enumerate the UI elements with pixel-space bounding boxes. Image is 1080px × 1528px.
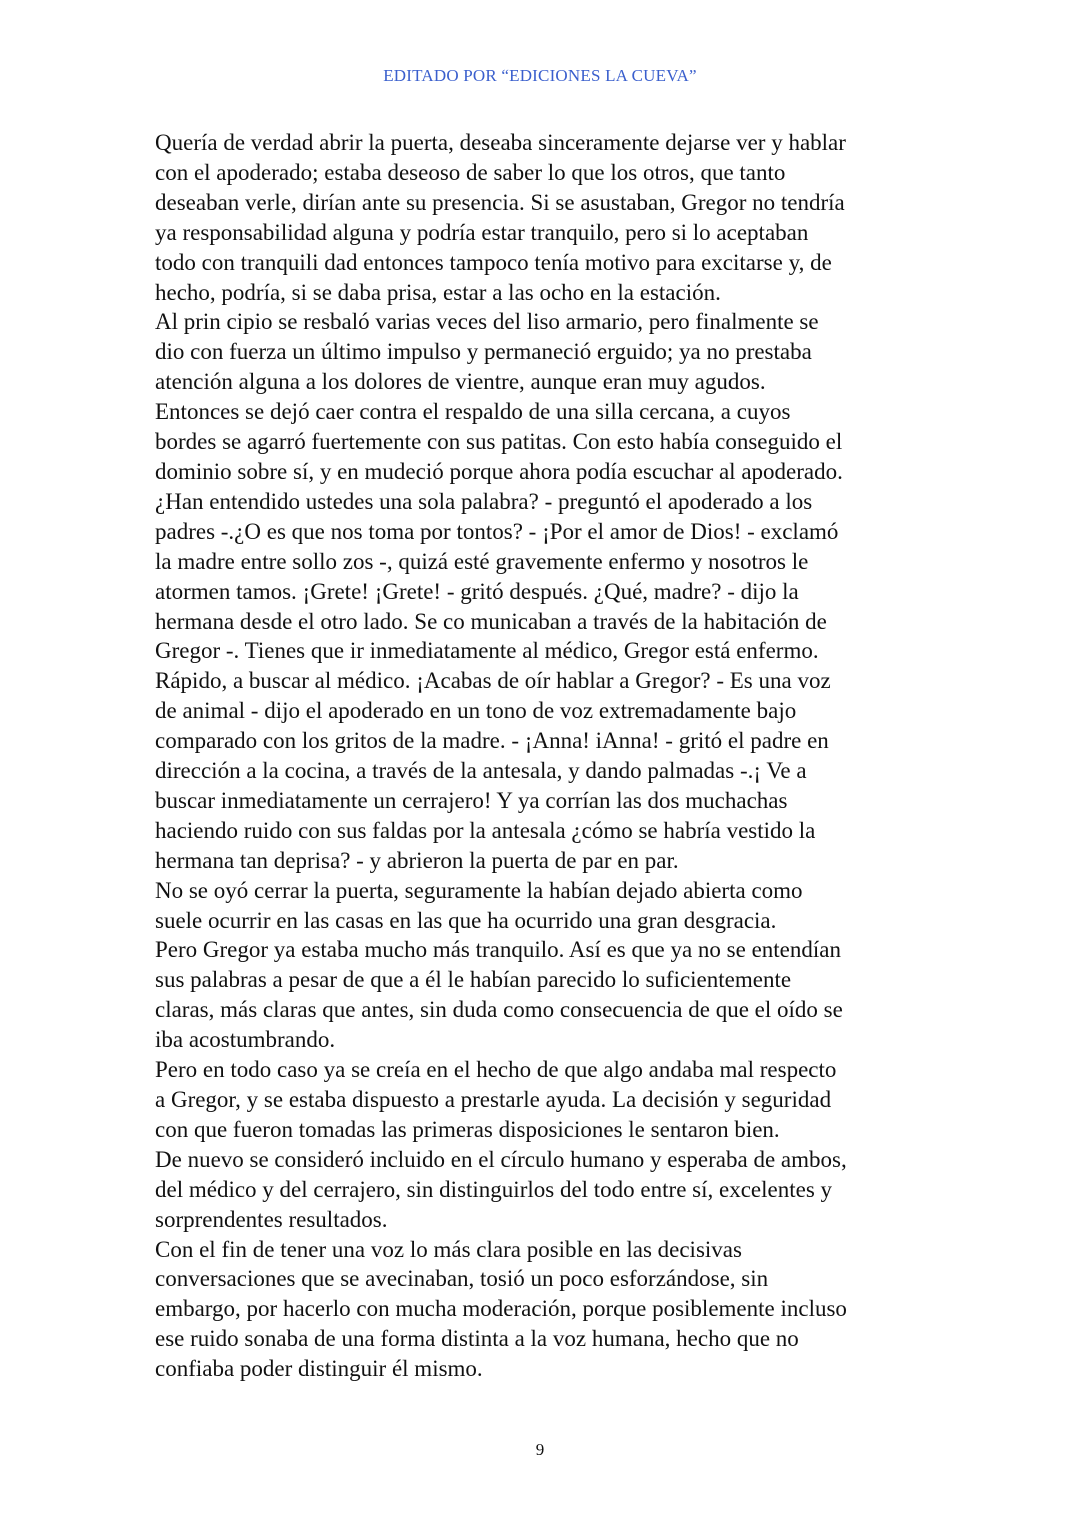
text-line: De nuevo se consideró incluido en el círculo humano y esperaba de ambos, xyxy=(155,1146,847,1172)
text-line: dio con fuerza un último impulso y permaneció erguido; ya no prestaba xyxy=(155,339,812,365)
text-line: iba acostumbrando. xyxy=(155,1027,336,1053)
text-line: buscar inmediatamente un cerrajero! Y ya corrían las dos muchachas xyxy=(155,787,788,813)
text-line: ¿Han entendido ustedes una sola palabra? - preguntó el apoderado a los xyxy=(155,488,813,514)
text-line: Quería de verdad abrir la puerta, deseaba sinceramente dejarse ver y hablar xyxy=(155,130,846,155)
text-line: hermana tan deprisa? - y abrieron la puerta de par en par. xyxy=(155,847,679,873)
text-line: dirección a la cocina, a través de la antesala, y dando palmadas -.¡ Ve a xyxy=(155,758,807,784)
text-line: Rápido, a buscar al médico. ¡Acabas de oír hablar a Gregor? - Es una voz xyxy=(155,668,831,694)
text-line: de animal - dijo el apoderado en un tono de voz extremadamente bajo xyxy=(155,698,797,724)
text-line: atormen tamos. ¡Grete! ¡Grete! - gritó después. ¿Qué, madre? - dijo la xyxy=(155,578,799,604)
text-line: con que fueron tomadas las primeras disposiciones le sentaron bien. xyxy=(155,1116,780,1142)
body-text xyxy=(155,128,945,1384)
text-line: haciendo ruido con sus faldas por la antesala ¿cómo se habría vestido la xyxy=(155,817,816,843)
text-line: hermana desde el otro lado. Se co municaban a través de la habitación de xyxy=(155,608,827,634)
text-line: con el apoderado; estaba deseoso de saber lo que los otros, que tanto xyxy=(155,159,786,185)
text-line: sorprendentes resultados. xyxy=(155,1206,388,1232)
text-line: atención alguna a los dolores de vientre, aunque eran muy agudos. xyxy=(155,369,766,395)
text-line: Pero Gregor ya estaba mucho más tranquilo. Así es que ya no se entendían xyxy=(155,937,841,963)
running-header: EDITADO POR “EDICIONES LA CUEVA” xyxy=(383,66,697,85)
text-line: claras, más claras que antes, sin duda como consecuencia de que el oído se xyxy=(155,997,843,1023)
text-line: bordes se agarró fuertemente con sus patitas. Con esto había conseguido el xyxy=(155,429,843,455)
text-line: a Gregor, y se estaba dispuesto a prestarle ayuda. La decisión y seguridad xyxy=(155,1087,832,1112)
text-line: sus palabras a pesar de que a él le habían parecido lo suficientemente xyxy=(155,967,792,993)
page-number: 9 xyxy=(535,1440,545,1459)
text-line: Entonces se dejó caer contra el respaldo de una silla cercana, a cuyos xyxy=(155,399,791,425)
text-line: No se oyó cerrar la puerta, seguramente la habían dejado abierta como xyxy=(155,877,803,903)
text-line: confiaba poder distinguir él mismo. xyxy=(155,1356,483,1382)
text-line: Gregor -. Tienes que ir inmediatamente al médico, Gregor está enfermo. xyxy=(155,638,819,664)
text-line: ya responsabilidad alguna y podría estar tranquilo, pero si lo aceptaban xyxy=(155,219,809,245)
text-line: hecho, podría, si se daba prisa, estar a las ocho en la estación. xyxy=(155,279,721,305)
text-line: ese ruido sonaba de una forma distinta a la voz humana, hecho que no xyxy=(155,1326,799,1352)
text-line: conversaciones que se avecinaban, tosió un poco esforzándose, sin xyxy=(155,1266,769,1292)
text-line: del médico y del cerrajero, sin distinguirlos del todo entre sí, excelentes y xyxy=(155,1176,833,1202)
text-line: suele ocurrir en las casas en las que ha ocurrido una gran desgracia. xyxy=(155,907,777,933)
text-line: Con el fin de tener una voz lo más clara posible en las decisivas xyxy=(155,1236,742,1262)
text-line: padres -.¿O es que nos toma por tontos? - ¡Por el amor de Dios! - exclamó xyxy=(155,518,839,544)
text-line: la madre entre sollo zos -, quizá esté gravemente enfermo y nosotros le xyxy=(155,548,809,574)
text-line: todo con tranquili dad entonces tampoco tenía motivo para excitarse y, de xyxy=(155,249,832,275)
text-line: Al prin cipio se resbaló varias veces del liso armario, pero finalmente se xyxy=(155,309,819,335)
text-line: dominio sobre sí, y en mudeció porque ahora podía escuchar al apoderado. xyxy=(155,458,843,484)
text-line: embargo, por hacerlo con mucha moderación, porque posiblemente incluso xyxy=(155,1296,847,1322)
text-line: Pero en todo caso ya se creía en el hecho de que algo andaba mal respecto xyxy=(155,1057,837,1083)
text-line: comparado con los gritos de la madre. - ¡Anna! iAnna! - gritó el padre en xyxy=(155,728,829,754)
text-line: deseaban verle, dirían ante su presencia. Si se asustaban, Gregor no tendría xyxy=(155,189,845,215)
